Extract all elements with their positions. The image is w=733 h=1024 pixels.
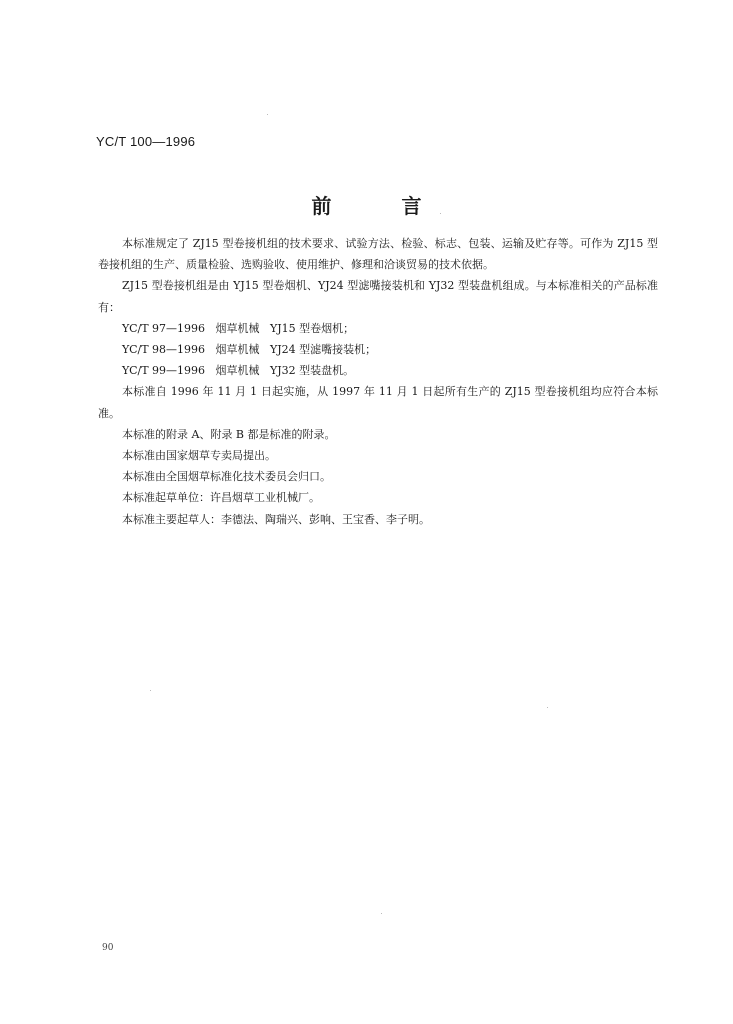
related-standard: YC/T 97—1996 烟草机械 YJ15 型卷烟机； (122, 321, 355, 335)
foreword-body (98, 233, 658, 530)
scan-speck (547, 707, 548, 708)
paragraph-composition: ZJ15 型卷接机组是由 YJ15 型卷烟机、YJ24 型滤嘴接装机和 YJ32 型装盘机组成。与本标准相关的产品标准有： (98, 279, 658, 314)
paragraph-committee: 本标准由全国烟草标准化技术委员会归口。 (122, 470, 331, 484)
scan-speck (267, 114, 268, 115)
title-char-left: 前 (311, 194, 332, 218)
related-standard: YC/T 98—1996 烟草机械 YJ24 型滤嘴接装机； (122, 343, 377, 357)
paragraph-scope: 本标准规定了 ZJ15 型卷接机组的技术要求、试验方法、检验、标志、包装、运输及贮存等。可作为 ZJ15 型卷接机组的生产、质量检验、选购验收、使用维护、修理和洽谈贸易的技术依据。 (98, 237, 658, 272)
paragraph-drafting-unit: 本标准起草单位：许昌烟草工业机械厂。 (122, 491, 320, 505)
related-standard: YC/T 99—1996 烟草机械 YJ32 型装盘机。 (122, 364, 355, 378)
paragraph-proposer: 本标准由国家烟草专卖局提出。 (122, 449, 276, 463)
paragraph-appendix: 本标准的附录 A、附录 B 都是标准的附录。 (122, 427, 336, 441)
paragraph-drafters: 本标准主要起草人：李德法、陶瑞兴、彭响、王宝香、李子明。 (122, 512, 430, 526)
scan-speck (150, 690, 151, 691)
scan-speck (440, 213, 441, 214)
scan-speck (381, 913, 382, 914)
document-id: YC/T 100—1996 (96, 134, 196, 149)
page-title (0, 190, 733, 219)
paragraph-effective-date: 本标准自 1996 年 11 月 1 日起实施，从 1997 年 11 月 1 日起所有生产的 ZJ15 型卷接机组均应符合本标准。 (98, 385, 658, 420)
page-number: 90 (102, 943, 114, 953)
title-char-right: 言 (401, 194, 422, 218)
